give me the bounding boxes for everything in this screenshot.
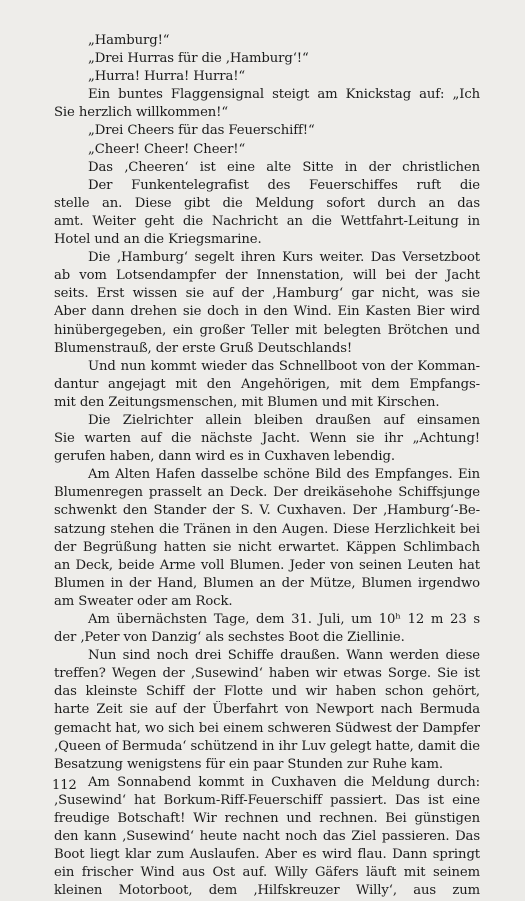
text-line: seits. Erst wissen sie auf der ‚Hamburg‘ gar nicht, was sie	[54, 286, 480, 302]
text-line: Am Sonnabend kommt in Cuxhaven die Meldung durch:	[88, 774, 480, 790]
text-line: ein frischer Wind aus Ost auf. Willy Gäfers läuft mit seinem	[54, 865, 480, 881]
text-line: freudige Botschaft! Wir rechnen und rechnen. Bei günstigen	[54, 811, 480, 827]
text-line: ‚Susewind‘ hat Borkum-Riff-Feuerschiff passiert. Das ist eine	[54, 792, 480, 808]
text-line: den kann ‚Susewind‘ heute nacht noch das Ziel passieren. Das	[54, 829, 480, 845]
text-line: Am Alten Hafen dasselbe schöne Bild des Empfanges. Ein	[88, 467, 480, 483]
text-line: Das ‚Cheeren‘ ist eine alte Sitte in der christlichen	[88, 159, 480, 175]
text-line: amt. Weiter geht die Nachricht an die Wettfahrt-Leitung in	[54, 213, 480, 229]
text-line: Sie warten auf die nächste Jacht. Wenn sie ihr „Achtung!	[54, 431, 480, 447]
text-line: der ‚Peter von Danzig‘ als sechstes Boot die Ziellinie.	[54, 630, 405, 646]
text-line: ab vom Lotsendampfer der Innenstation, will bei der Jacht	[54, 268, 480, 284]
text-line: „Cheer! Cheer! Cheer!“	[88, 141, 246, 157]
text-line: Hotel und an die Kriegsmarine.	[54, 232, 262, 248]
text-line: Blumenregen prasselt an Deck. Der dreikäsehohe Schiffsjunge	[54, 485, 480, 501]
text-line: am Sweater oder am Rock.	[54, 593, 233, 609]
text-line: an Deck, beide Arme voll Blumen. Jeder von seinen Leuten hat	[54, 557, 480, 573]
text-line: „Hurra! Hurra! Hurra!“	[88, 69, 246, 85]
text-line: Ein buntes Flaggensignal steigt am Knickstag auf: „Ich	[88, 87, 480, 103]
text-line: mit den Zeitungsmenschen, mit Blumen und mit Kirschen.	[54, 394, 440, 410]
text-line: „Drei Hurras für die ‚Hamburg‘!“	[88, 51, 309, 67]
text-line: ‚Queen of Bermuda‘ schützend in ihr Luv gelegt hatte, damit die	[54, 738, 480, 754]
text-line: hinübergegeben, ein großer Teller mit belegten Brötchen und	[54, 322, 480, 338]
text-line: Boot liegt klar zum Auslaufen. Aber es wird flau. Dann springt	[54, 847, 480, 863]
text-line: Der Funkentelegrafist des Feuerschiffes ruft die	[88, 177, 480, 193]
text-line: das kleinste Schiff der Flotte und wir haben schon gehört,	[54, 684, 480, 700]
text-line: gerufen haben, dann wird es in Cuxhaven lebendig.	[54, 449, 395, 465]
page-number: 112	[52, 778, 77, 793]
text-line: Am übernächsten Tage, dem 31. Juli, um 10ʰ 12 m 23 s	[88, 612, 480, 627]
text-line: „Drei Cheers für das Feuerschiff!“	[88, 123, 315, 139]
text-line: satzung stehen die Tränen in den Augen. Diese Herzlichkeit bei	[54, 521, 480, 537]
text-line: kleinen Motorboot, dem ‚Hilfskreuzer Willy‘, aus zum	[54, 883, 480, 899]
text-line: Die Zielrichter allein bleiben draußen auf einsamen	[88, 412, 480, 428]
text-line: schwenkt den Stander der S. V. Cuxhaven. Der ‚Hamburg‘-Be-	[54, 503, 480, 519]
text-line: Sie herzlich willkommen!“	[54, 105, 229, 121]
text-line: Besatzung wenigstens für ein paar Stunden zur Ruhe kam.	[54, 756, 443, 772]
text-line: Aber dann drehen sie doch in den Wind. Ein Kasten Bier wird	[54, 304, 480, 320]
text-line: gemacht hat, wo sich bei einem schweren Südwest der Dampfer	[54, 720, 480, 736]
text-line: dantur angejagt mit den Angehörigen, mit dem Empfangs-	[54, 376, 480, 392]
text-line: Und nun kommt wieder das Schnellboot von der Komman-	[88, 358, 480, 374]
text-line: Die ‚Hamburg‘ segelt ihren Kurs weiter. Das Versetzboot	[88, 250, 480, 266]
text-line: „Hamburg!“	[88, 33, 170, 48]
text-line: stelle an. Diese gibt die Meldung sofort durch an das	[54, 195, 480, 211]
text-line: treffen? Wegen der ‚Susewind‘ haben wir etwas Sorge. Sie ist	[54, 666, 480, 682]
text-line: harte Zeit sie auf der Überfahrt von Newport nach Bermuda	[54, 702, 480, 718]
text-line: der Begrüßung hatten sie nicht erwartet. Käppen Schlimbach	[54, 539, 480, 555]
text-line: Nun sind noch drei Schiffe draußen. Wann werden diese	[88, 648, 480, 664]
text-line: Blumen in der Hand, Blumen an der Mütze, Blumen irgendwo	[54, 575, 480, 591]
text-line: Blumenstrauß, der erste Gruß Deutschlands!	[54, 340, 353, 356]
body-text	[54, 32, 480, 901]
